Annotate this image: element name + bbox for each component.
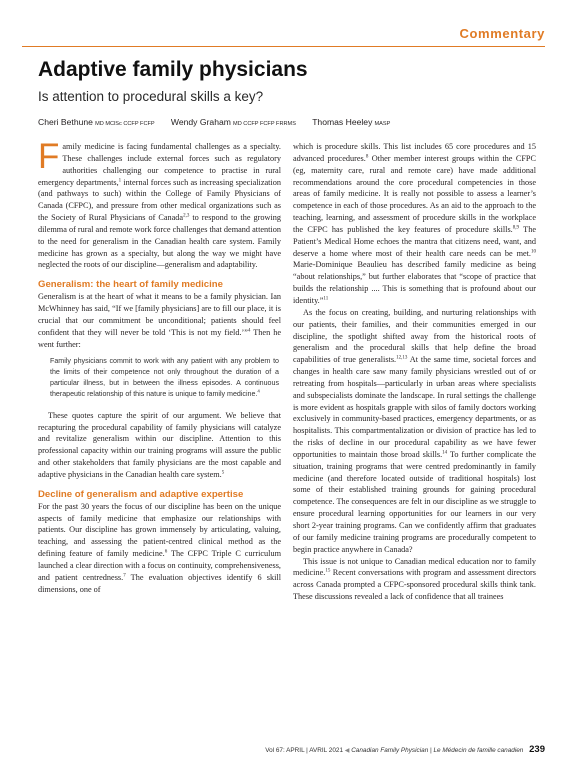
author-name: Wendy Graham — [170, 117, 231, 127]
body-paragraph: Generalism is at the heart of what it means to be a family physician. Ian McWhinney has said, “If we [family physicians] are to fill our place, it is crucial that our commitment be unconditional; patients should feel confident that they will never be told ‘This is not my field.’”$^4$ Then he went further: — [38, 292, 281, 349]
intro-paragraph — [38, 137, 282, 271]
intro-text: amily medicine is facing fundamental challenges as a specialty. These challenges include external forces such as regulatory authorities challenging our competence to practise in rural emergency departments,$^1$ internal forces such as increasing specialization (and pathways to such) within the College of Family Physicians of Canada (CFPC), and pressure from other medical organizations such as the Society of Rural Physicians of Canada$^{2,3}$ to respond to the growing dilemma of rural and remote work force challenges that demand attention to the need for generalism in the Canadian health care system. Family medicine has grown as a specialty, but along the way we might have neglected the roots of our discipline—generalism and adaptability. — [38, 142, 282, 270]
body-paragraph: As the focus on creating, building, and nurturing relationships with our patients, their families, and their communities emerged in our discipline, the spotlight shifted away from the historical roots of generalism and the procedural skills that help define the broad capabilities of true generalists.$^{12,13}$ At the same time, societal forces and changes in health care saw many family physicians wrestled out of or retreating from hospitals—particularly in urban areas where specialists and subspecialists dominate the landscape. In rural settings the challenge is more evident as hospitals grapple with silos of family doctors working exclusively in community-based practices, emergency departments, or as hospitalists. This compartmentalization or division of practice has led to the risks of decline in our procedural capability as we have fewer opportunities to maintain those broad skills.$^{14}$ To further complicate the situation, training programs that were centred predominantly in family medicine (and therefore located outside of traditional hospitals) lost some of their established training grounds for gaining procedural competence. The consequences are felt in our discipline as we struggle to ensure procedural learning opportunities for our learners in our very short 2-year training programs. Can we confidently affirm that graduates of our family medicine training programs are procedurally competent to begin practice anywhere in Canada? — [293, 307, 536, 554]
page-number: 239 — [529, 744, 545, 755]
author-name: Cheri Bethune — [38, 117, 93, 127]
block-quote: Family physicians commit to work with any patient with any problem to the limits of their competence not only throughout the duration of a particular illness, but in between the illness episodes. A continuous therapeutic relationship of this nature is unique to family medicine.$^4$ — [50, 356, 279, 399]
article-subtitle: Is attention to procedural skills a key? — [38, 89, 264, 104]
left-column — [38, 137, 282, 596]
author-name: Thomas Heeley — [312, 117, 373, 127]
article-title: Adaptive family physicians — [38, 58, 308, 81]
section-heading-generalism: Generalism: the heart of family medicine — [38, 279, 224, 291]
section-tag: Commentary — [459, 26, 545, 41]
body-paragraph: which is procedure skills. This list includes 65 core procedures and 15 advanced procedures.$^8$ Other member interest groups within the CFPC (eg, maternity care, rural and remote care) have made additional recommendations around the core procedural competencies in those areas of family medicine. It is really not possible to assess a learner’s competence in each of those procedures. As an aid to the approach to the teaching, learning, and assessment of procedure skills in the workplace the CFPC has published the key features of procedure skills.$^{8,9}$ The Patient’s Medical Home echoes the mantra that citizens need, want, and deserve a home where most of their health care needs can be met.$^{10}$ Marie-Dominique Beaulieu has described family medicine as being “about relationships,” but further elaborates that “scope of practice that builds the relationship .... This is something that is profound about our identity.”$^{11}$ — [293, 142, 537, 305]
author-credentials: MD CCFP FCFP FRRMS — [233, 121, 296, 127]
footer-arrow-icon: ◀ — [344, 748, 350, 754]
drop-cap: F — [38, 137, 60, 176]
body-paragraph: For the past 30 years the focus of our discipline has been on the unique aspects of family medicine that emphasize our relationships with patients. Our discipline has grown immensely by articulating, valuing, teaching, and assessing the patient-centred clinical method as the defining feature of family medicine.$^6$ The CFPC Triple C curriculum launched a clear direction with a focus on continuity, comprehensiveness, and patient centredness.$^7$ The evaluation objectives identify 6 skill dimensions, one of — [38, 501, 281, 594]
footer-volume: Vol 67: APRIL | AVRIL 2021 — [265, 747, 343, 754]
author-line — [38, 117, 390, 127]
right-column — [293, 141, 536, 603]
body-paragraph: This issue is not unique to Canadian medical education nor to family medicine.$^{15}$ Recent conversations with program and assessment directors across Canada prompted a CFPC-sponsored procedural skills think tank. These discussions revealed a lack of confidence that all trainees — [293, 556, 536, 602]
author-credentials: MASP — [374, 121, 391, 127]
page-footer — [265, 744, 545, 755]
footer-journal: Canadian Family Physician | Le Médecin de famille canadien — [351, 747, 524, 754]
body-paragraph: These quotes capture the spirit of our argument. We believe that recapturing the procedural capability of family physicians will catalyze and revitalize generalism within our discipline. Attention to this professional capacity within our training programs will assure the public and other stakeholders that family physicians are the most capable and adaptive physicians in the Canadian health care system.$^5$ — [38, 410, 281, 479]
section-heading-decline: Decline of generalism and adaptive expertise — [38, 488, 244, 500]
section-rule — [22, 46, 545, 47]
author-credentials: MD MClSc CCFP FCFP — [95, 121, 155, 127]
